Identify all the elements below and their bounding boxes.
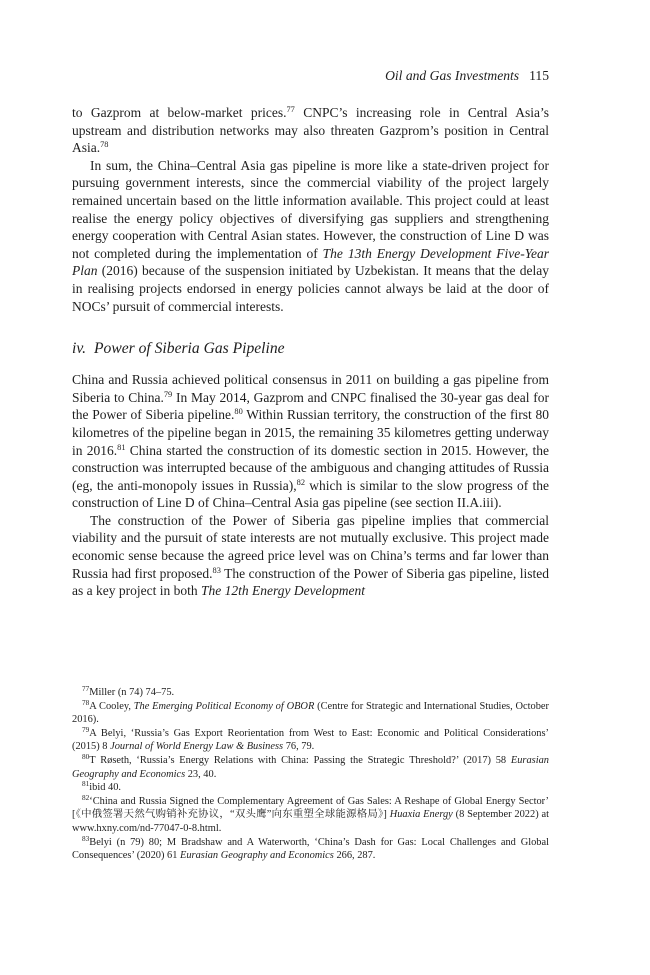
footnote-text: T Røseth, ‘Russia’s Energy Relations with China: Passing the Strategic Threshold?’ (2017) 58 [89, 754, 511, 766]
footnote-text: Miller (n 74) 74–75. [89, 687, 175, 698]
footnotes [72, 686, 549, 863]
text-run: The construction of the Power of Siberia gas pipeline, listed as a key project in both [72, 565, 549, 599]
footnote-ref-81[interactable]: 81 [117, 442, 126, 452]
footnote-number: 77 [82, 685, 90, 693]
page-number: 115 [529, 68, 549, 83]
footnote-ref-79[interactable]: 79 [163, 389, 173, 399]
footnote-number: 80 [82, 752, 90, 761]
text-run: which is similar to the slow progress of the construction of Line D of China–Central Asia gas pipeline (see section II.A.iii). [72, 477, 549, 511]
running-header [72, 67, 549, 85]
footnote-ref-83[interactable]: 83 [212, 565, 221, 575]
footnote-text: A Cooley, [89, 700, 134, 712]
footnote-text: (Centre for Strategic and International Studies, October 2016). [72, 700, 549, 726]
footnote-italic: Huaxia Energy [389, 809, 453, 821]
paragraph-3 [72, 371, 549, 512]
text-run: The construction of the Power of Siberia gas pipeline implies that commercial viability and the pursuit of state interests are not mutually exclusive. This project made economic sense because the agreed price level was on China’s terms and far lower than Russia had first proposed. [72, 512, 549, 581]
footnote-italic: Journal of World Energy Law & Business [110, 741, 284, 753]
footnote-83 [72, 836, 549, 863]
footnote-text: 76, 79. [283, 741, 315, 753]
paragraph-4 [72, 512, 549, 600]
italic-title: The 13th Energy Development Five-Year Plan [72, 245, 549, 279]
text-run: CNPC’s increasing role in Central Asia’s upstream and distribution networks may also threaten Gazprom’s position in Central Asia. [72, 105, 549, 156]
footnote-text: 266, 287. [333, 850, 376, 862]
footnote-text: Belyi (n 79) 80; M Bradshaw and A Waterworth, ‘China’s Dash for Gas: Local Challenges and Global Consequences’ (2020) 61 [72, 836, 549, 862]
text-run: China started the construction of its domestic section in 2015. However, the construction was interrupted because of the ambiguous and changing attitudes of Russia (eg, the anti-monopoly issues in Russia), [72, 442, 549, 493]
text-run: (2016) because of the suspension initiated by Uzbekistan. It means that the delay in realising projects endorsed in energy policies cannot always be laid at the door of NOCs’ pursuit of commercial interests. [72, 263, 549, 314]
footnote-ref-82[interactable]: 82 [296, 477, 305, 487]
running-title: Oil and Gas Investments [385, 68, 520, 83]
footnote-text: (8 September 2022) at www.hxny.com/nd-77047-0-8.html. [72, 809, 549, 834]
footnote-78 [72, 700, 549, 727]
text-run: In sum, the China–Central Asia gas pipeline is more like a state-driven project for pursuing government interests, since the commercial viability of the project largely remained uncertain based on the little information available. This project could at least realise the energy policy objectives of diversifying gas suppliers and strengthening energy cooperation with Central Asian states. However, the construction of Line D was not completed during the implementation of [72, 157, 549, 261]
text-run: Within Russian territory, the construction of the first 80 kilometres of the pipeline began in 2015, the remaining 35 kilometres getting underway in 2016. [72, 407, 550, 458]
text-run: to Gazprom at below-market prices. [72, 105, 287, 120]
footnote-text: 23, 40. [185, 768, 217, 780]
footnote-80 [72, 754, 549, 781]
footnote-text: ibid 40. [89, 782, 122, 794]
section-heading [72, 339, 549, 359]
footnote-number: 82 [82, 793, 90, 802]
section-number: iv. [72, 340, 86, 358]
paragraph-2 [72, 157, 549, 315]
text-run: China and Russia achieved political consensus in 2011 on building a gas pipeline from Siberia to China. [72, 372, 549, 405]
footnote-ref-77[interactable]: 77 [286, 104, 295, 114]
main-text [72, 104, 549, 600]
footnote-79 [72, 727, 549, 754]
footnote-italic: The Emerging Political Economy of OBOR [133, 700, 315, 712]
section-title: Power of Siberia Gas Pipeline [94, 340, 285, 358]
footnote-text: A Belyi, ‘Russia’s Gas Export Reorientation from West to East: Economic and Political Considerations’ (2015) 8 [72, 727, 549, 753]
footnote-italic: Eurasian Geography and Economics [180, 850, 334, 862]
paragraph-1 [72, 104, 549, 157]
footnote-number: 81 [82, 780, 90, 789]
footnote-77 [72, 686, 549, 700]
footnote-italic: Eurasian Geography and Economics [72, 754, 549, 780]
text-run: In May 2014, Gazprom and CNPC finalised the 30-year gas deal for the Power of Siberia pipeline. [72, 389, 549, 423]
footnote-number: 83 [82, 834, 90, 843]
footnote-81 [72, 781, 549, 795]
footnote-number: 78 [82, 698, 90, 707]
footnote-ref-78[interactable]: 78 [100, 140, 109, 149]
footnote-82 [72, 795, 549, 836]
footnote-number: 79 [82, 725, 90, 734]
footnote-text: ‘China and Russia Signed the Complementary Agreement of Gas Sales: A Reshape of Global Energy Sector’ [《中俄签署天然气购销补充协议，“双头鹰”向东重塑全球能源格局》] [72, 795, 549, 821]
footnote-ref-80[interactable]: 80 [234, 407, 243, 417]
italic-title: The 12th Energy Development [200, 583, 366, 599]
